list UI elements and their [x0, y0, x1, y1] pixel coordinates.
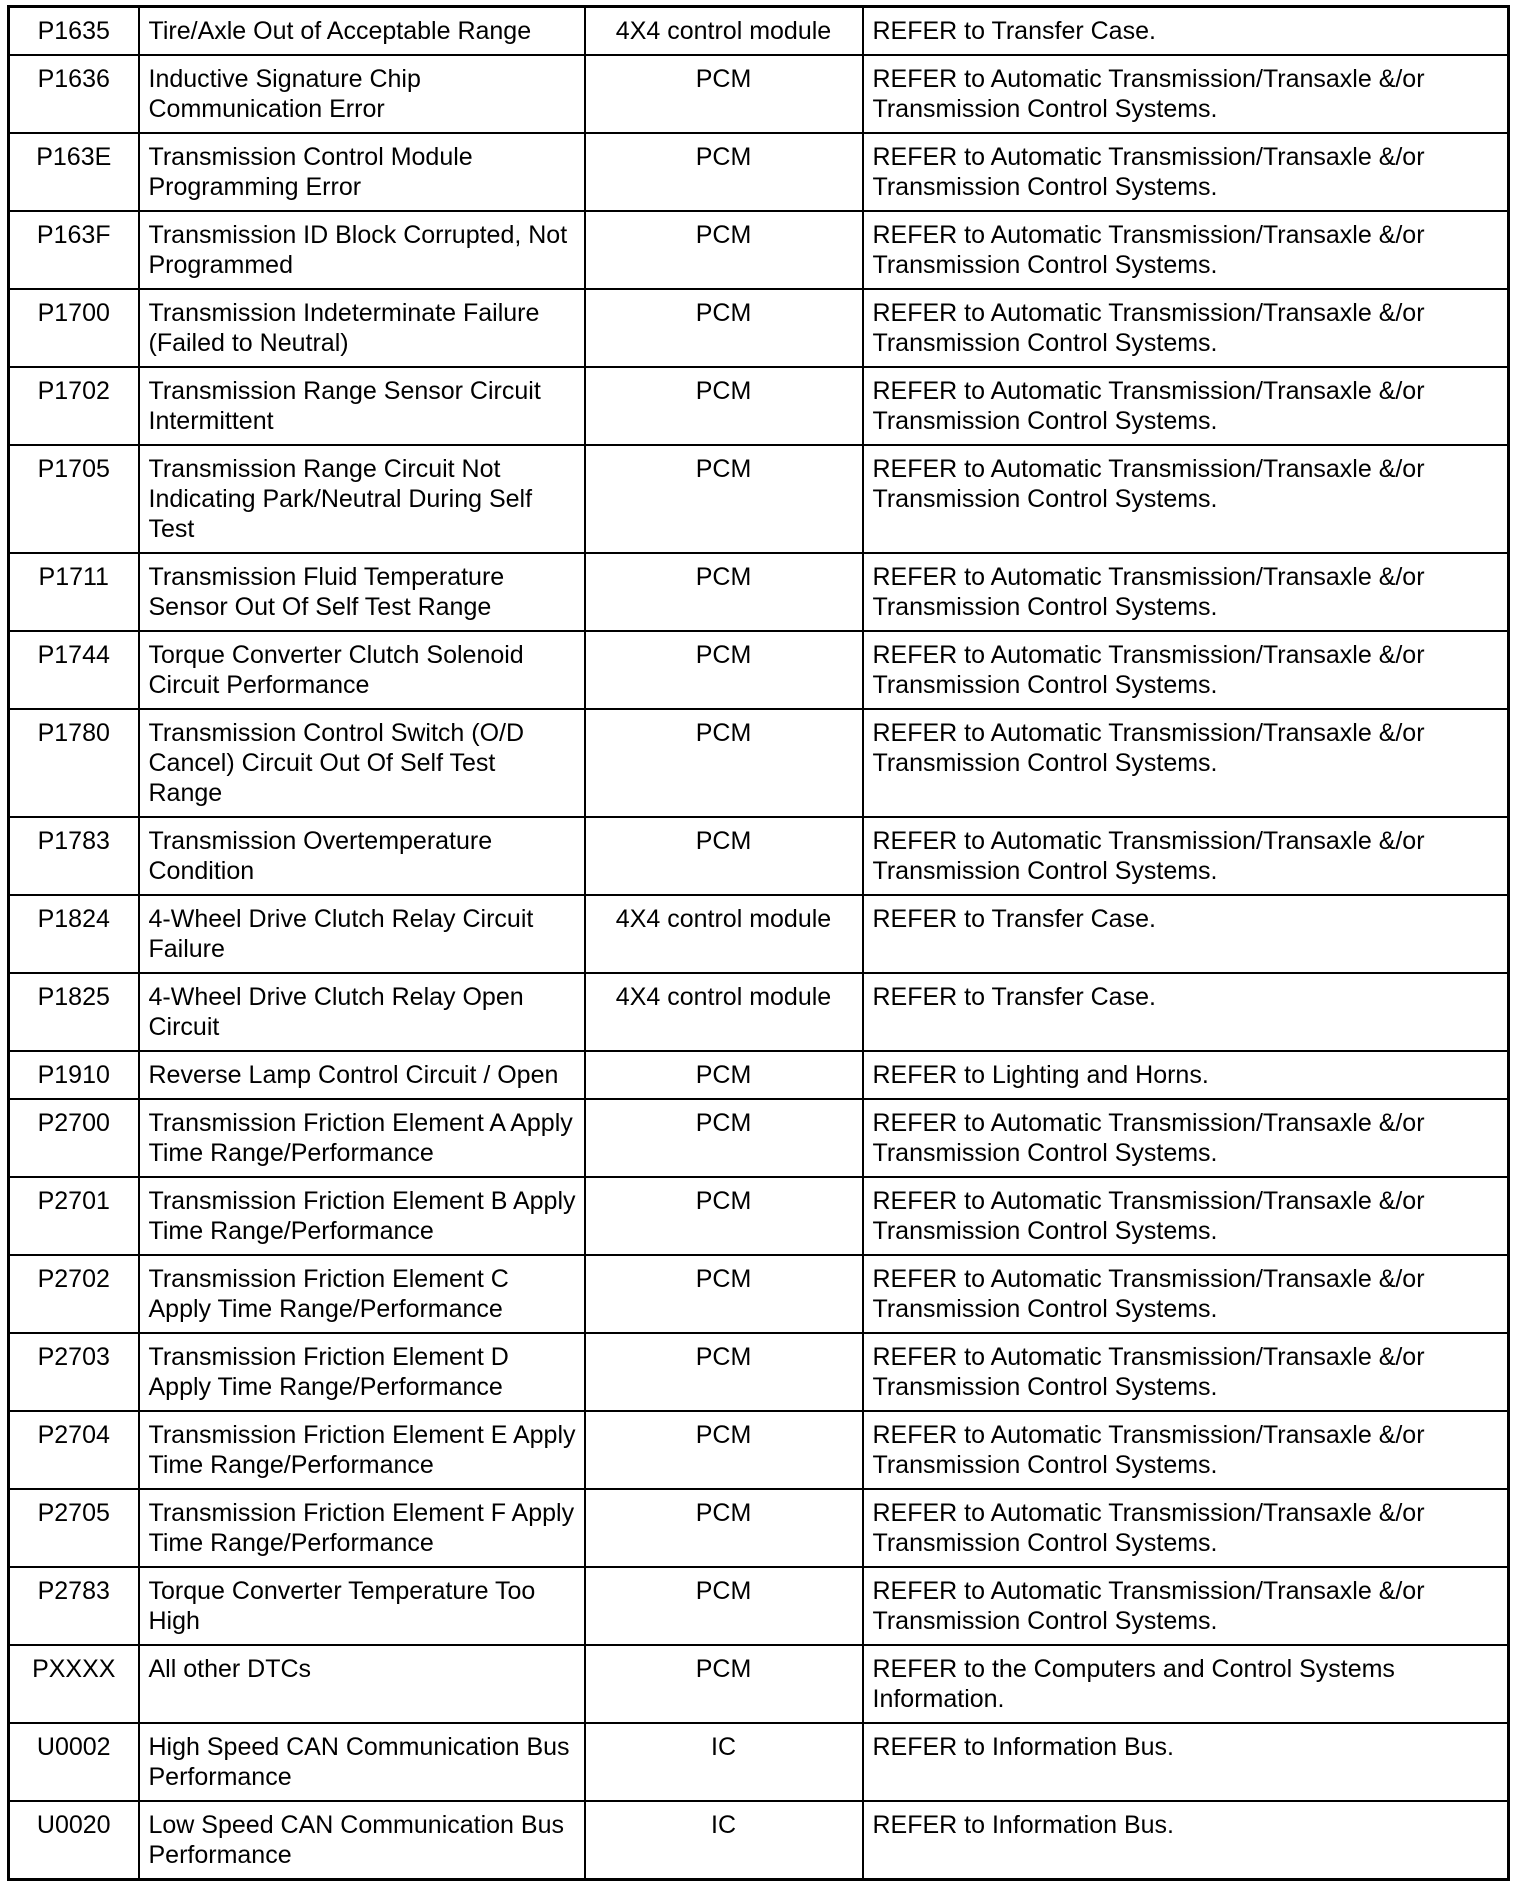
table-row [9, 1051, 1509, 1099]
dtc-description: Tire/Axle Out of Acceptable Range [139, 7, 585, 56]
table-row [9, 367, 1509, 445]
dtc-code: P163F [9, 211, 139, 289]
table-row [9, 289, 1509, 367]
dtc-description: Transmission Friction Element F Apply Time Range/Performance [139, 1489, 585, 1567]
dtc-module: PCM [585, 1489, 863, 1567]
dtc-module: PCM [585, 55, 863, 133]
dtc-description: All other DTCs [139, 1645, 585, 1723]
dtc-action: REFER to Information Bus. [863, 1801, 1509, 1880]
table-row [9, 1411, 1509, 1489]
dtc-description: Transmission Friction Element C Apply Time Range/Performance [139, 1255, 585, 1333]
dtc-module: PCM [585, 1099, 863, 1177]
dtc-module: 4X4 control module [585, 973, 863, 1051]
dtc-module: PCM [585, 1051, 863, 1099]
dtc-description: Torque Converter Temperature Too High [139, 1567, 585, 1645]
dtc-action: REFER to Automatic Transmission/Transaxle &/or Transmission Control Systems. [863, 1255, 1509, 1333]
dtc-description: Transmission Indeterminate Failure (Failed to Neutral) [139, 289, 585, 367]
dtc-description: Transmission Friction Element E Apply Time Range/Performance [139, 1411, 585, 1489]
dtc-module: PCM [585, 1411, 863, 1489]
dtc-module: IC [585, 1723, 863, 1801]
dtc-code: P2701 [9, 1177, 139, 1255]
dtc-module: PCM [585, 817, 863, 895]
dtc-description: Transmission Overtemperature Condition [139, 817, 585, 895]
dtc-action: REFER to Automatic Transmission/Transaxle &/or Transmission Control Systems. [863, 1411, 1509, 1489]
dtc-description: Torque Converter Clutch Solenoid Circuit Performance [139, 631, 585, 709]
dtc-action: REFER to Automatic Transmission/Transaxle &/or Transmission Control Systems. [863, 289, 1509, 367]
table-row [9, 211, 1509, 289]
dtc-code: P2705 [9, 1489, 139, 1567]
dtc-action: REFER to Automatic Transmission/Transaxle &/or Transmission Control Systems. [863, 1177, 1509, 1255]
dtc-code: P2704 [9, 1411, 139, 1489]
table-row [9, 1099, 1509, 1177]
dtc-description: Reverse Lamp Control Circuit / Open [139, 1051, 585, 1099]
dtc-code: P1780 [9, 709, 139, 817]
table-row [9, 631, 1509, 709]
dtc-module: PCM [585, 445, 863, 553]
table-row [9, 553, 1509, 631]
dtc-action: REFER to Automatic Transmission/Transaxle &/or Transmission Control Systems. [863, 211, 1509, 289]
dtc-code: P1711 [9, 553, 139, 631]
dtc-code: U0002 [9, 1723, 139, 1801]
dtc-action: REFER to Automatic Transmission/Transaxle &/or Transmission Control Systems. [863, 553, 1509, 631]
dtc-code: P1705 [9, 445, 139, 553]
dtc-module: PCM [585, 133, 863, 211]
dtc-code: P163E [9, 133, 139, 211]
dtc-description: Low Speed CAN Communication Bus Performance [139, 1801, 585, 1880]
dtc-module: PCM [585, 289, 863, 367]
table-row [9, 1255, 1509, 1333]
dtc-code: P1910 [9, 1051, 139, 1099]
table-row [9, 817, 1509, 895]
table-row [9, 1645, 1509, 1723]
table-row [9, 1333, 1509, 1411]
dtc-action: REFER to Automatic Transmission/Transaxle &/or Transmission Control Systems. [863, 1333, 1509, 1411]
dtc-action: REFER to Information Bus. [863, 1723, 1509, 1801]
table-row [9, 973, 1509, 1051]
table-row [9, 1801, 1509, 1880]
dtc-action: REFER to Transfer Case. [863, 973, 1509, 1051]
dtc-table [7, 5, 1510, 1881]
table-row [9, 55, 1509, 133]
dtc-module: PCM [585, 631, 863, 709]
dtc-module: 4X4 control module [585, 895, 863, 973]
dtc-description: Transmission ID Block Corrupted, Not Programmed [139, 211, 585, 289]
dtc-action: REFER to Automatic Transmission/Transaxle &/or Transmission Control Systems. [863, 55, 1509, 133]
dtc-description: High Speed CAN Communication Bus Performance [139, 1723, 585, 1801]
dtc-code: P1636 [9, 55, 139, 133]
dtc-description: 4-Wheel Drive Clutch Relay Circuit Failure [139, 895, 585, 973]
dtc-code: P1824 [9, 895, 139, 973]
dtc-action: REFER to Automatic Transmission/Transaxle &/or Transmission Control Systems. [863, 631, 1509, 709]
dtc-code: P1825 [9, 973, 139, 1051]
table-row [9, 1723, 1509, 1801]
table-row [9, 895, 1509, 973]
dtc-action: REFER to Transfer Case. [863, 895, 1509, 973]
dtc-module: PCM [585, 553, 863, 631]
dtc-description: Inductive Signature Chip Communication Error [139, 55, 585, 133]
dtc-code: P1744 [9, 631, 139, 709]
table-row [9, 1177, 1509, 1255]
dtc-description: Transmission Friction Element B Apply Time Range/Performance [139, 1177, 585, 1255]
dtc-module: PCM [585, 1177, 863, 1255]
table-row [9, 1489, 1509, 1567]
dtc-description: Transmission Control Module Programming Error [139, 133, 585, 211]
dtc-description: Transmission Control Switch (O/D Cancel) Circuit Out Of Self Test Range [139, 709, 585, 817]
dtc-code: P2783 [9, 1567, 139, 1645]
dtc-code: PXXXX [9, 1645, 139, 1723]
dtc-code: U0020 [9, 1801, 139, 1880]
table-row [9, 133, 1509, 211]
dtc-action: REFER to Automatic Transmission/Transaxle &/or Transmission Control Systems. [863, 709, 1509, 817]
dtc-description: Transmission Friction Element A Apply Time Range/Performance [139, 1099, 585, 1177]
dtc-action: REFER to the Computers and Control Systems Information. [863, 1645, 1509, 1723]
dtc-code: P1783 [9, 817, 139, 895]
dtc-action: REFER to Automatic Transmission/Transaxle &/or Transmission Control Systems. [863, 1099, 1509, 1177]
dtc-module: IC [585, 1801, 863, 1880]
dtc-action: REFER to Lighting and Horns. [863, 1051, 1509, 1099]
dtc-action: REFER to Transfer Case. [863, 7, 1509, 56]
dtc-module: PCM [585, 1333, 863, 1411]
dtc-description: Transmission Range Circuit Not Indicating Park/Neutral During Self Test [139, 445, 585, 553]
dtc-action: REFER to Automatic Transmission/Transaxle &/or Transmission Control Systems. [863, 367, 1509, 445]
dtc-description: Transmission Range Sensor Circuit Intermittent [139, 367, 585, 445]
dtc-module: PCM [585, 1645, 863, 1723]
dtc-module: 4X4 control module [585, 7, 863, 56]
dtc-code: P2702 [9, 1255, 139, 1333]
dtc-code: P1700 [9, 289, 139, 367]
dtc-action: REFER to Automatic Transmission/Transaxle &/or Transmission Control Systems. [863, 445, 1509, 553]
dtc-module: PCM [585, 1255, 863, 1333]
table-row [9, 1567, 1509, 1645]
dtc-module: PCM [585, 1567, 863, 1645]
dtc-description: 4-Wheel Drive Clutch Relay Open Circuit [139, 973, 585, 1051]
table-row [9, 7, 1509, 56]
dtc-description: Transmission Fluid Temperature Sensor Out Of Self Test Range [139, 553, 585, 631]
dtc-module: PCM [585, 367, 863, 445]
dtc-code: P2703 [9, 1333, 139, 1411]
dtc-code: P2700 [9, 1099, 139, 1177]
dtc-description: Transmission Friction Element D Apply Time Range/Performance [139, 1333, 585, 1411]
dtc-code: P1635 [9, 7, 139, 56]
dtc-action: REFER to Automatic Transmission/Transaxle &/or Transmission Control Systems. [863, 133, 1509, 211]
dtc-module: PCM [585, 709, 863, 817]
dtc-action: REFER to Automatic Transmission/Transaxle &/or Transmission Control Systems. [863, 817, 1509, 895]
table-row [9, 709, 1509, 817]
dtc-action: REFER to Automatic Transmission/Transaxle &/or Transmission Control Systems. [863, 1489, 1509, 1567]
dtc-action: REFER to Automatic Transmission/Transaxle &/or Transmission Control Systems. [863, 1567, 1509, 1645]
table-row [9, 445, 1509, 553]
dtc-module: PCM [585, 211, 863, 289]
dtc-code: P1702 [9, 367, 139, 445]
